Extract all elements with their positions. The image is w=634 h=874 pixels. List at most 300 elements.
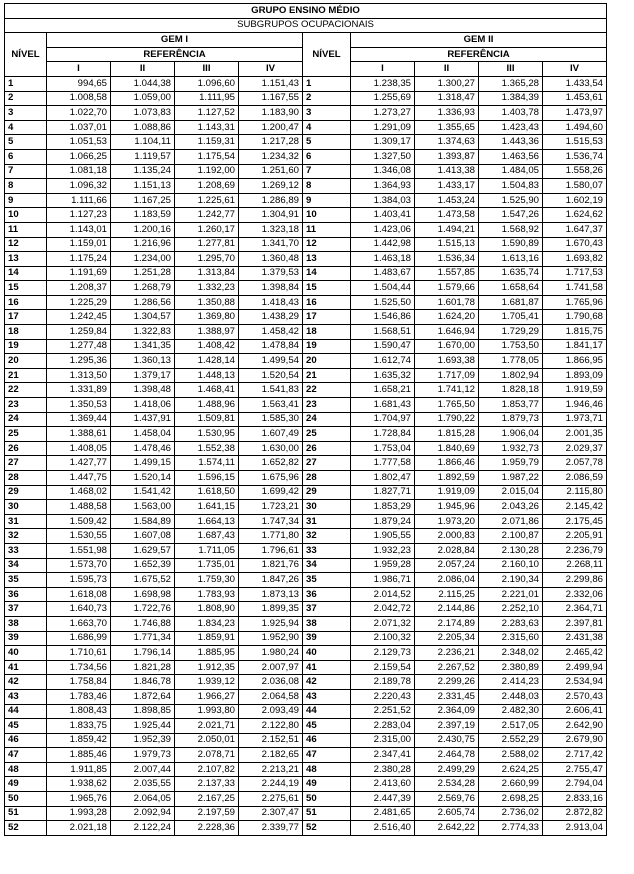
value-cell: 2.397,81: [543, 616, 607, 631]
value-cell: 1.499,15: [111, 456, 175, 471]
salary-table: [4, 3, 607, 836]
value-cell: 1.398,84: [239, 281, 303, 296]
value-cell: 2.481,65: [351, 806, 415, 821]
value-cell: 2.465,42: [543, 646, 607, 661]
value-cell: 2.145,42: [543, 500, 607, 515]
value-cell: 1.081,18: [47, 164, 111, 179]
value-cell: 1.478,46: [111, 441, 175, 456]
table-row: [5, 485, 607, 500]
nivel-cell: 14: [303, 266, 351, 281]
nivel-cell: 51: [303, 806, 351, 821]
value-cell: 1.437,91: [111, 412, 175, 427]
nivel-cell: 10: [303, 208, 351, 223]
value-cell: 2.175,45: [543, 514, 607, 529]
value-cell: 1.309,17: [351, 135, 415, 150]
value-cell: 1.765,50: [415, 398, 479, 413]
value-cell: 1.200,16: [111, 222, 175, 237]
nivel-cell: 8: [5, 179, 47, 194]
nivel-cell: 37: [303, 602, 351, 617]
value-cell: 2.414,23: [479, 675, 543, 690]
value-cell: 1.741,12: [415, 383, 479, 398]
value-cell: 1.318,47: [415, 91, 479, 106]
value-cell: 1.618,08: [47, 587, 111, 602]
value-cell: 1.447,75: [47, 471, 111, 486]
value-cell: 1.872,64: [111, 689, 175, 704]
value-cell: 1.494,21: [415, 222, 479, 237]
table-row: [5, 325, 607, 340]
value-cell: 1.959,79: [479, 456, 543, 471]
salary-table-container: [4, 3, 607, 836]
value-cell: 2.833,16: [543, 792, 607, 807]
table-row: [5, 295, 607, 310]
value-cell: 1.859,91: [175, 631, 239, 646]
value-cell: 2.078,71: [175, 748, 239, 763]
value-cell: 2.236,79: [543, 543, 607, 558]
nivel-cell: 39: [303, 631, 351, 646]
table-subtitle: SUBGRUPOS OCUPACIONAIS: [5, 18, 607, 33]
value-cell: 2.228,36: [175, 821, 239, 836]
value-cell: 1.509,42: [47, 514, 111, 529]
nivel-cell: 50: [5, 792, 47, 807]
value-cell: 1.833,75: [47, 719, 111, 734]
value-cell: 2.552,29: [479, 733, 543, 748]
value-cell: 1.893,09: [543, 368, 607, 383]
value-cell: 1.393,87: [415, 149, 479, 164]
value-cell: 1.286,56: [111, 295, 175, 310]
table-row: [5, 689, 607, 704]
value-cell: 1.705,41: [479, 310, 543, 325]
column-header: IV: [239, 62, 303, 77]
value-cell: 2.122,24: [111, 821, 175, 836]
value-cell: 2.064,05: [111, 792, 175, 807]
column-header: I: [351, 62, 415, 77]
value-cell: 1.675,52: [111, 573, 175, 588]
nivel-cell: 50: [303, 792, 351, 807]
value-cell: 1.952,90: [239, 631, 303, 646]
value-cell: 1.403,78: [479, 106, 543, 121]
nivel-cell: 27: [303, 456, 351, 471]
value-cell: 2.397,19: [415, 719, 479, 734]
nivel-cell: 32: [303, 529, 351, 544]
value-cell: 2.872,82: [543, 806, 607, 821]
nivel-cell: 43: [5, 689, 47, 704]
value-cell: 1.483,67: [351, 266, 415, 281]
value-cell: 2.021,18: [47, 821, 111, 836]
column-header: III: [175, 62, 239, 77]
value-cell: 1.242,77: [175, 208, 239, 223]
value-cell: 1.959,28: [351, 558, 415, 573]
value-cell: 1.675,96: [239, 471, 303, 486]
nivel-cell: 29: [303, 485, 351, 500]
value-cell: 1.932,23: [351, 543, 415, 558]
value-cell: 2.251,52: [351, 704, 415, 719]
value-cell: 2.624,25: [479, 762, 543, 777]
table-title: GRUPO ENSINO MÉDIO: [5, 4, 607, 19]
value-cell: 1.906,04: [479, 427, 543, 442]
value-cell: 2.299,86: [543, 573, 607, 588]
value-cell: 2.014,52: [351, 587, 415, 602]
value-cell: 1.821,28: [111, 660, 175, 675]
table-row: [5, 792, 607, 807]
value-cell: 1.494,60: [543, 120, 607, 135]
value-cell: 2.534,94: [543, 675, 607, 690]
nivel-cell: 9: [303, 193, 351, 208]
value-cell: 2.129,73: [351, 646, 415, 661]
value-cell: 1.127,23: [47, 208, 111, 223]
nivel-cell: 39: [5, 631, 47, 646]
nivel-cell: 3: [303, 106, 351, 121]
nivel-cell: 36: [303, 587, 351, 602]
value-cell: 1.448,13: [175, 368, 239, 383]
column-header: IV: [543, 62, 607, 77]
value-cell: 1.693,38: [415, 354, 479, 369]
value-cell: 1.640,73: [47, 602, 111, 617]
nivel-cell: 29: [5, 485, 47, 500]
value-cell: 1.453,61: [543, 91, 607, 106]
nivel-cell: 31: [5, 514, 47, 529]
value-cell: 1.580,07: [543, 179, 607, 194]
value-cell: 1.374,63: [415, 135, 479, 150]
value-cell: 1.530,55: [47, 529, 111, 544]
value-cell: 1.783,93: [175, 587, 239, 602]
value-cell: 1.641,15: [175, 500, 239, 515]
group-header-gem1: GEM I: [47, 33, 303, 48]
table-row: [5, 529, 607, 544]
nivel-cell: 16: [303, 295, 351, 310]
nivel-cell: 33: [5, 543, 47, 558]
value-cell: 1.167,55: [239, 91, 303, 106]
value-cell: 2.364,71: [543, 602, 607, 617]
value-cell: 2.144,86: [415, 602, 479, 617]
value-cell: 2.679,90: [543, 733, 607, 748]
nivel-cell: 18: [303, 325, 351, 340]
value-cell: 1.729,29: [479, 325, 543, 340]
value-cell: 2.115,80: [543, 485, 607, 500]
value-cell: 1.573,70: [47, 558, 111, 573]
value-cell: 2.057,24: [415, 558, 479, 573]
value-cell: 1.646,94: [415, 325, 479, 340]
column-header: I: [47, 62, 111, 77]
value-cell: 1.413,38: [415, 164, 479, 179]
nivel-cell: 15: [5, 281, 47, 296]
value-cell: 1.286,89: [239, 193, 303, 208]
value-cell: 1.327,50: [351, 149, 415, 164]
value-cell: 1.873,13: [239, 587, 303, 602]
nivel-cell: 1: [5, 76, 47, 91]
nivel-cell: 45: [303, 719, 351, 734]
table-row: [5, 616, 607, 631]
value-cell: 1.735,01: [175, 558, 239, 573]
value-cell: 1.563,00: [111, 500, 175, 515]
value-cell: 1.418,43: [239, 295, 303, 310]
table-row: [5, 587, 607, 602]
value-cell: 1.980,24: [239, 646, 303, 661]
value-cell: 1.427,77: [47, 456, 111, 471]
nivel-cell: 44: [303, 704, 351, 719]
value-cell: 1.652,39: [111, 558, 175, 573]
value-cell: 1.568,51: [351, 325, 415, 340]
value-cell: 1.710,61: [47, 646, 111, 661]
value-cell: 2.028,84: [415, 543, 479, 558]
value-cell: 2.755,47: [543, 762, 607, 777]
value-cell: 1.753,50: [479, 339, 543, 354]
value-cell: 1.360,13: [111, 354, 175, 369]
value-cell: 1.558,26: [543, 164, 607, 179]
value-cell: 1.525,50: [351, 295, 415, 310]
value-cell: 1.143,01: [47, 222, 111, 237]
value-cell: 1.932,73: [479, 441, 543, 456]
table-row: [5, 573, 607, 588]
value-cell: 2.642,90: [543, 719, 607, 734]
nivel-cell: 12: [303, 237, 351, 252]
value-cell: 1.304,57: [111, 310, 175, 325]
value-cell: 1.260,17: [175, 222, 239, 237]
value-cell: 1.681,87: [479, 295, 543, 310]
value-cell: 2.413,60: [351, 777, 415, 792]
nivel-cell: 9: [5, 193, 47, 208]
nivel-cell: 37: [5, 602, 47, 617]
value-cell: 1.350,53: [47, 398, 111, 413]
value-cell: 1.369,44: [47, 412, 111, 427]
value-cell: 1.885,95: [175, 646, 239, 661]
value-cell: 1.979,73: [111, 748, 175, 763]
value-cell: 2.348,02: [479, 646, 543, 661]
value-cell: 1.973,71: [543, 412, 607, 427]
nivel-cell: 6: [303, 149, 351, 164]
nivel-cell: 38: [303, 616, 351, 631]
value-cell: 1.295,36: [47, 354, 111, 369]
nivel-cell: 34: [303, 558, 351, 573]
value-cell: 1.828,18: [479, 383, 543, 398]
value-cell: 1.945,96: [415, 500, 479, 515]
nivel-cell: 42: [303, 675, 351, 690]
value-cell: 2.499,29: [415, 762, 479, 777]
value-cell: 1.473,97: [543, 106, 607, 121]
nivel-cell: 8: [303, 179, 351, 194]
value-cell: 1.104,11: [111, 135, 175, 150]
value-cell: 2.605,74: [415, 806, 479, 821]
value-cell: 1.313,84: [175, 266, 239, 281]
value-cell: 1.408,42: [175, 339, 239, 354]
value-cell: 2.380,89: [479, 660, 543, 675]
value-cell: 1.530,95: [175, 427, 239, 442]
value-cell: 1.423,06: [351, 222, 415, 237]
value-cell: 1.360,48: [239, 252, 303, 267]
value-cell: 1.635,74: [479, 266, 543, 281]
value-cell: 1.453,24: [415, 193, 479, 208]
table-row: [5, 266, 607, 281]
value-cell: 2.347,41: [351, 748, 415, 763]
value-cell: 2.275,61: [239, 792, 303, 807]
table-row: [5, 777, 607, 792]
value-cell: 1.765,96: [543, 295, 607, 310]
nivel-cell: 31: [303, 514, 351, 529]
value-cell: 2.252,10: [479, 602, 543, 617]
value-cell: 1.584,89: [111, 514, 175, 529]
value-cell: 1.458,42: [239, 325, 303, 340]
value-cell: 1.398,48: [111, 383, 175, 398]
value-cell: 1.866,46: [415, 456, 479, 471]
nivel-cell: 25: [5, 427, 47, 442]
nivel-cell: 19: [303, 339, 351, 354]
value-cell: 1.468,41: [175, 383, 239, 398]
value-cell: 2.588,02: [479, 748, 543, 763]
value-cell: 1.159,01: [47, 237, 111, 252]
nivel-cell: 5: [5, 135, 47, 150]
value-cell: 1.630,00: [239, 441, 303, 456]
value-cell: 1.939,12: [175, 675, 239, 690]
table-row: [5, 339, 607, 354]
nivel-cell: 12: [5, 237, 47, 252]
value-cell: 2.174,89: [415, 616, 479, 631]
table-row: [5, 456, 607, 471]
nivel-cell: 30: [303, 500, 351, 515]
value-cell: 1.790,22: [415, 412, 479, 427]
value-cell: 1.515,13: [415, 237, 479, 252]
value-cell: 1.759,30: [175, 573, 239, 588]
table-row: [5, 500, 607, 515]
value-cell: 1.686,99: [47, 631, 111, 646]
nivel-cell: 46: [303, 733, 351, 748]
table-row: [5, 149, 607, 164]
value-cell: 2.050,01: [175, 733, 239, 748]
value-cell: 2.057,78: [543, 456, 607, 471]
column-header: II: [415, 62, 479, 77]
value-cell: 1.670,00: [415, 339, 479, 354]
nivel-cell: 41: [303, 660, 351, 675]
value-cell: 2.086,59: [543, 471, 607, 486]
value-cell: 1.277,81: [175, 237, 239, 252]
value-cell: 1.269,12: [239, 179, 303, 194]
table-row: [5, 164, 607, 179]
value-cell: 1.728,84: [351, 427, 415, 442]
value-cell: 1.458,04: [111, 427, 175, 442]
value-cell: 1.051,53: [47, 135, 111, 150]
column-header: II: [111, 62, 175, 77]
value-cell: 2.007,97: [239, 660, 303, 675]
value-cell: 1.442,98: [351, 237, 415, 252]
value-cell: 1.428,14: [175, 354, 239, 369]
value-cell: 1.216,96: [111, 237, 175, 252]
value-cell: 1.840,69: [415, 441, 479, 456]
table-row: [5, 733, 607, 748]
value-cell: 1.525,90: [479, 193, 543, 208]
nivel-cell: 28: [5, 471, 47, 486]
value-cell: 1.350,88: [175, 295, 239, 310]
nivel-cell: 49: [303, 777, 351, 792]
value-cell: 1.590,89: [479, 237, 543, 252]
value-cell: 2.122,80: [239, 719, 303, 734]
table-row: [5, 179, 607, 194]
value-cell: 1.408,05: [47, 441, 111, 456]
value-cell: 1.520,54: [239, 368, 303, 383]
value-cell: 1.557,85: [415, 266, 479, 281]
value-cell: 2.307,47: [239, 806, 303, 821]
value-cell: 1.291,09: [351, 120, 415, 135]
table-row: [5, 441, 607, 456]
value-cell: 1.273,27: [351, 106, 415, 121]
value-cell: 2.086,04: [415, 573, 479, 588]
nivel-header-left: NÍVEL: [5, 33, 47, 77]
nivel-cell: 13: [5, 252, 47, 267]
value-cell: 1.488,96: [175, 398, 239, 413]
value-cell: 1.341,70: [239, 237, 303, 252]
value-cell: 1.473,58: [415, 208, 479, 223]
value-cell: 2.236,21: [415, 646, 479, 661]
value-cell: 1.369,80: [175, 310, 239, 325]
value-cell: 1.365,28: [479, 76, 543, 91]
table-row: [5, 208, 607, 223]
value-cell: 2.482,30: [479, 704, 543, 719]
value-cell: 1.332,23: [175, 281, 239, 296]
nivel-cell: 48: [303, 762, 351, 777]
value-cell: 1.778,05: [479, 354, 543, 369]
table-row: [5, 398, 607, 413]
table-row: [5, 704, 607, 719]
value-cell: 1.183,59: [111, 208, 175, 223]
table-row: [5, 543, 607, 558]
value-cell: 1.925,44: [111, 719, 175, 734]
value-cell: 1.551,98: [47, 543, 111, 558]
value-cell: 1.552,38: [175, 441, 239, 456]
value-cell: 1.364,93: [351, 179, 415, 194]
value-cell: 2.332,06: [543, 587, 607, 602]
value-cell: 2.464,78: [415, 748, 479, 763]
value-cell: 2.794,04: [543, 777, 607, 792]
value-cell: 1.238,35: [351, 76, 415, 91]
value-cell: 1.259,84: [47, 325, 111, 340]
nivel-cell: 5: [303, 135, 351, 150]
value-cell: 2.431,38: [543, 631, 607, 646]
nivel-cell: 35: [5, 573, 47, 588]
value-cell: 1.433,17: [415, 179, 479, 194]
value-cell: 1.403,41: [351, 208, 415, 223]
value-cell: 2.913,04: [543, 821, 607, 836]
value-cell: 1.192,00: [175, 164, 239, 179]
table-row: [5, 91, 607, 106]
value-cell: 2.698,25: [479, 792, 543, 807]
value-cell: 994,65: [47, 76, 111, 91]
nivel-cell: 44: [5, 704, 47, 719]
value-cell: 2.071,32: [351, 616, 415, 631]
nivel-cell: 47: [5, 748, 47, 763]
nivel-cell: 7: [5, 164, 47, 179]
value-cell: 2.015,04: [479, 485, 543, 500]
value-cell: 2.774,33: [479, 821, 543, 836]
value-cell: 1.355,65: [415, 120, 479, 135]
value-cell: 1.488,58: [47, 500, 111, 515]
value-cell: 1.331,89: [47, 383, 111, 398]
value-cell: 1.827,71: [351, 485, 415, 500]
value-cell: 1.304,91: [239, 208, 303, 223]
table-row: [5, 427, 607, 442]
value-cell: 1.853,29: [351, 500, 415, 515]
value-cell: 1.379,17: [111, 368, 175, 383]
nivel-cell: 2: [5, 91, 47, 106]
value-cell: 2.244,19: [239, 777, 303, 792]
value-cell: 1.313,50: [47, 368, 111, 383]
value-cell: 1.595,73: [47, 573, 111, 588]
value-cell: 2.660,99: [479, 777, 543, 792]
value-cell: 2.331,45: [415, 689, 479, 704]
value-cell: 2.517,05: [479, 719, 543, 734]
value-cell: 1.504,83: [479, 179, 543, 194]
value-cell: 1.841,17: [543, 339, 607, 354]
value-cell: 1.777,58: [351, 456, 415, 471]
nivel-cell: 23: [5, 398, 47, 413]
nivel-cell: 3: [5, 106, 47, 121]
value-cell: 1.663,70: [47, 616, 111, 631]
